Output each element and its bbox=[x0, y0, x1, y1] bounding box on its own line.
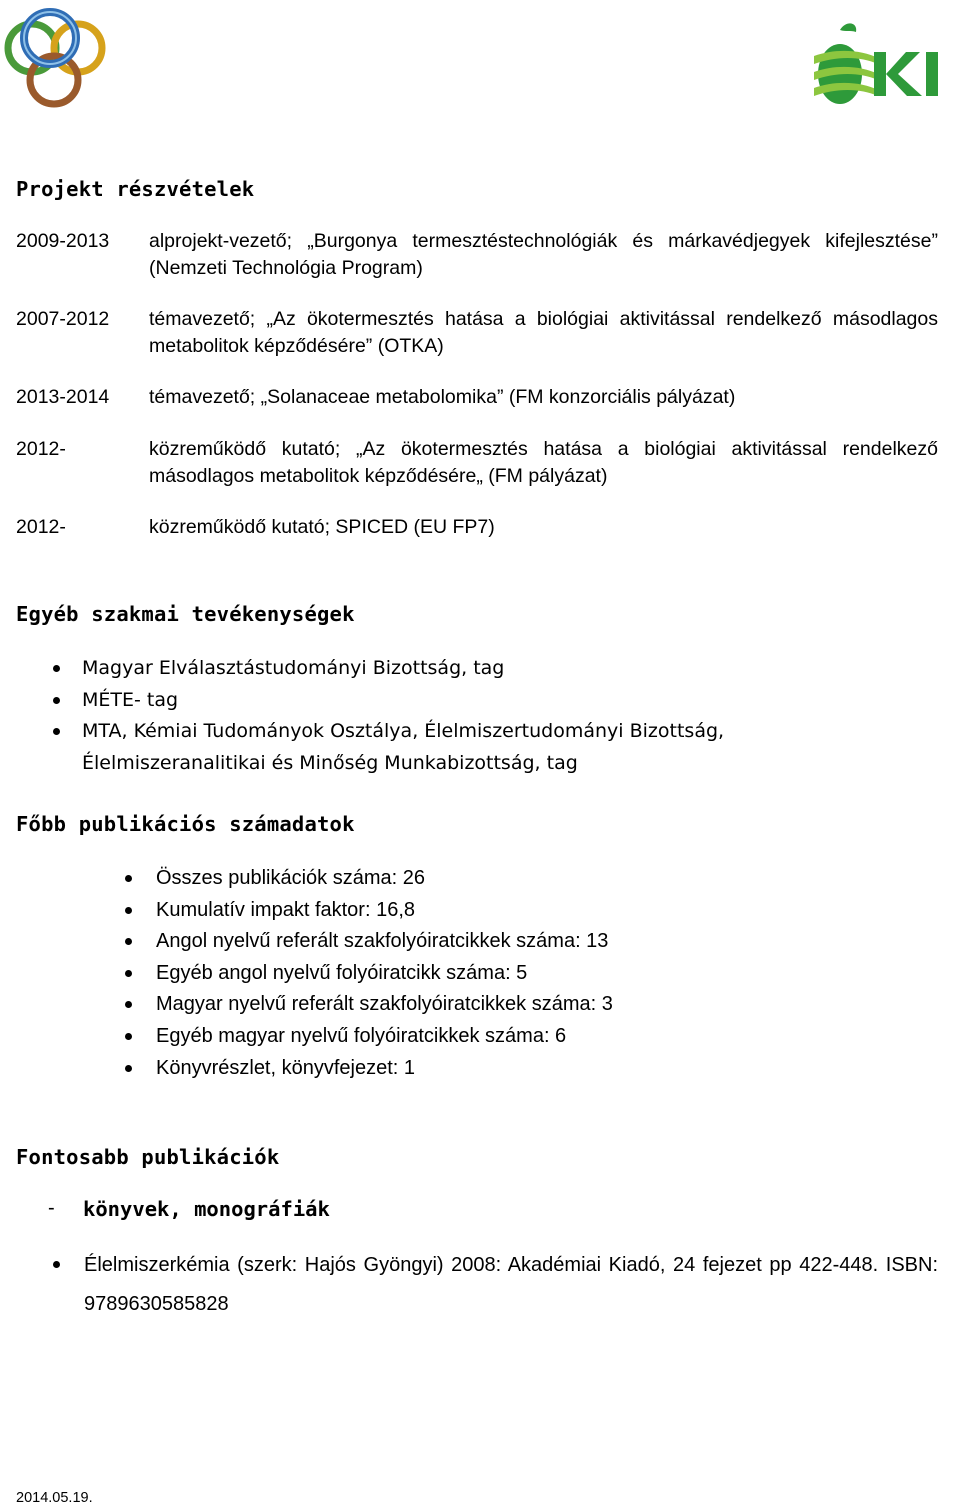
list-item-text: Magyar nyelvű referált szakfolyóiratcikkek száma: 3 bbox=[156, 993, 613, 1016]
bullet-icon bbox=[53, 697, 60, 704]
publication-stats-heading: Főbb publikációs számadatok bbox=[16, 812, 355, 836]
bullet-icon bbox=[53, 665, 60, 672]
project-description: témavezető; „Az ökotermesztés hatása a biológiai aktivitással rendelkező másodlagos metabolitok képződésére” (OTKA) bbox=[149, 308, 938, 357]
list-item bbox=[156, 989, 613, 1021]
list-item-text: MÉTE- tag bbox=[82, 688, 179, 711]
list-item-text: MTA, Kémiai Tudományok Osztálya, Élelmiszertudományi Bizottság, bbox=[82, 720, 725, 742]
list-item bbox=[82, 685, 724, 717]
projects-heading: Projekt részvételek bbox=[16, 177, 255, 201]
books-subheading-label: könyvek, monográfiák bbox=[83, 1197, 330, 1221]
list-item bbox=[156, 958, 613, 990]
project-years: 2012- bbox=[16, 438, 66, 460]
dash-marker: - bbox=[48, 1197, 55, 1219]
bullet-icon bbox=[53, 1261, 60, 1268]
list-item bbox=[156, 1053, 613, 1085]
rings-logo bbox=[0, 4, 108, 110]
list-item-text: Angol nyelvű referált szakfolyóiratcikkek száma: 13 bbox=[156, 930, 609, 953]
list-item-text: Kumulatív impakt faktor: 16,8 bbox=[156, 898, 416, 921]
project-description: alprojekt-vezető; „Burgonya termesztéstechnológiák és márkavédjegyek kifejlesztése” (Nemzeti Technológia Program) bbox=[149, 230, 938, 279]
bullet-icon bbox=[53, 728, 60, 735]
list-item-text: Magyar Elválasztástudományi Bizottság, tag bbox=[82, 657, 505, 679]
list-item-text: Egyéb magyar nyelvű folyóiratcikkek száma: 6 bbox=[156, 1024, 567, 1047]
bullet-icon bbox=[125, 875, 132, 882]
bullet-icon bbox=[125, 907, 132, 914]
project-years: 2009-2013 bbox=[16, 230, 110, 252]
publication-entry: Élelmiszerkémia (szerk: Hajós Gyöngyi) 2008: Akadémiai Kiadó, 24 fejezet pp 422-448. ISBN: 9789630585828 bbox=[84, 1254, 938, 1315]
activities-list bbox=[82, 653, 724, 779]
project-years: 2012- bbox=[16, 516, 66, 538]
project-years: 2007-2012 bbox=[16, 308, 110, 330]
eki-logo bbox=[806, 18, 956, 112]
project-description: témavezető; „Solanaceae metabolomika” (FM konzorciális pályázat) bbox=[149, 386, 736, 408]
list-item bbox=[82, 653, 724, 685]
list-item bbox=[156, 1021, 613, 1053]
bullet-icon bbox=[125, 1033, 132, 1040]
list-item bbox=[156, 895, 613, 927]
list-item-text: Összes publikációk száma: 26 bbox=[156, 867, 426, 889]
activities-heading: Egyéb szakmai tevékenységek bbox=[16, 602, 355, 626]
footer-date: 2014.05.19. bbox=[16, 1490, 93, 1506]
project-description: közreműködő kutató; „Az ökotermesztés hatása a biológiai aktivitással rendelkező másodlagos metabolitok képződésére„ (FM pályázat) bbox=[149, 438, 938, 487]
list-item-text: Élelmiszeranalitikai és Minőség Munkabizottság, tag bbox=[82, 751, 578, 774]
list-item-text: Könyvrészlet, könyvfejezet: 1 bbox=[156, 1056, 416, 1079]
list-item-text: Egyéb angol nyelvű folyóiratcikk száma: 5 bbox=[156, 961, 528, 984]
list-item bbox=[156, 926, 613, 958]
bullet-icon bbox=[125, 1001, 132, 1008]
important-publications-heading: Fontosabb publikációk bbox=[16, 1145, 280, 1169]
project-description: közreműködő kutató; SPICED (EU FP7) bbox=[149, 516, 495, 538]
publication-stats-list bbox=[156, 863, 613, 1084]
project-years: 2013-2014 bbox=[16, 386, 110, 408]
bullet-icon bbox=[125, 938, 132, 945]
bullet-icon bbox=[125, 970, 132, 977]
list-item bbox=[82, 716, 724, 748]
bullet-icon bbox=[125, 1065, 132, 1072]
list-item-continuation bbox=[82, 748, 724, 780]
list-item bbox=[156, 863, 613, 895]
